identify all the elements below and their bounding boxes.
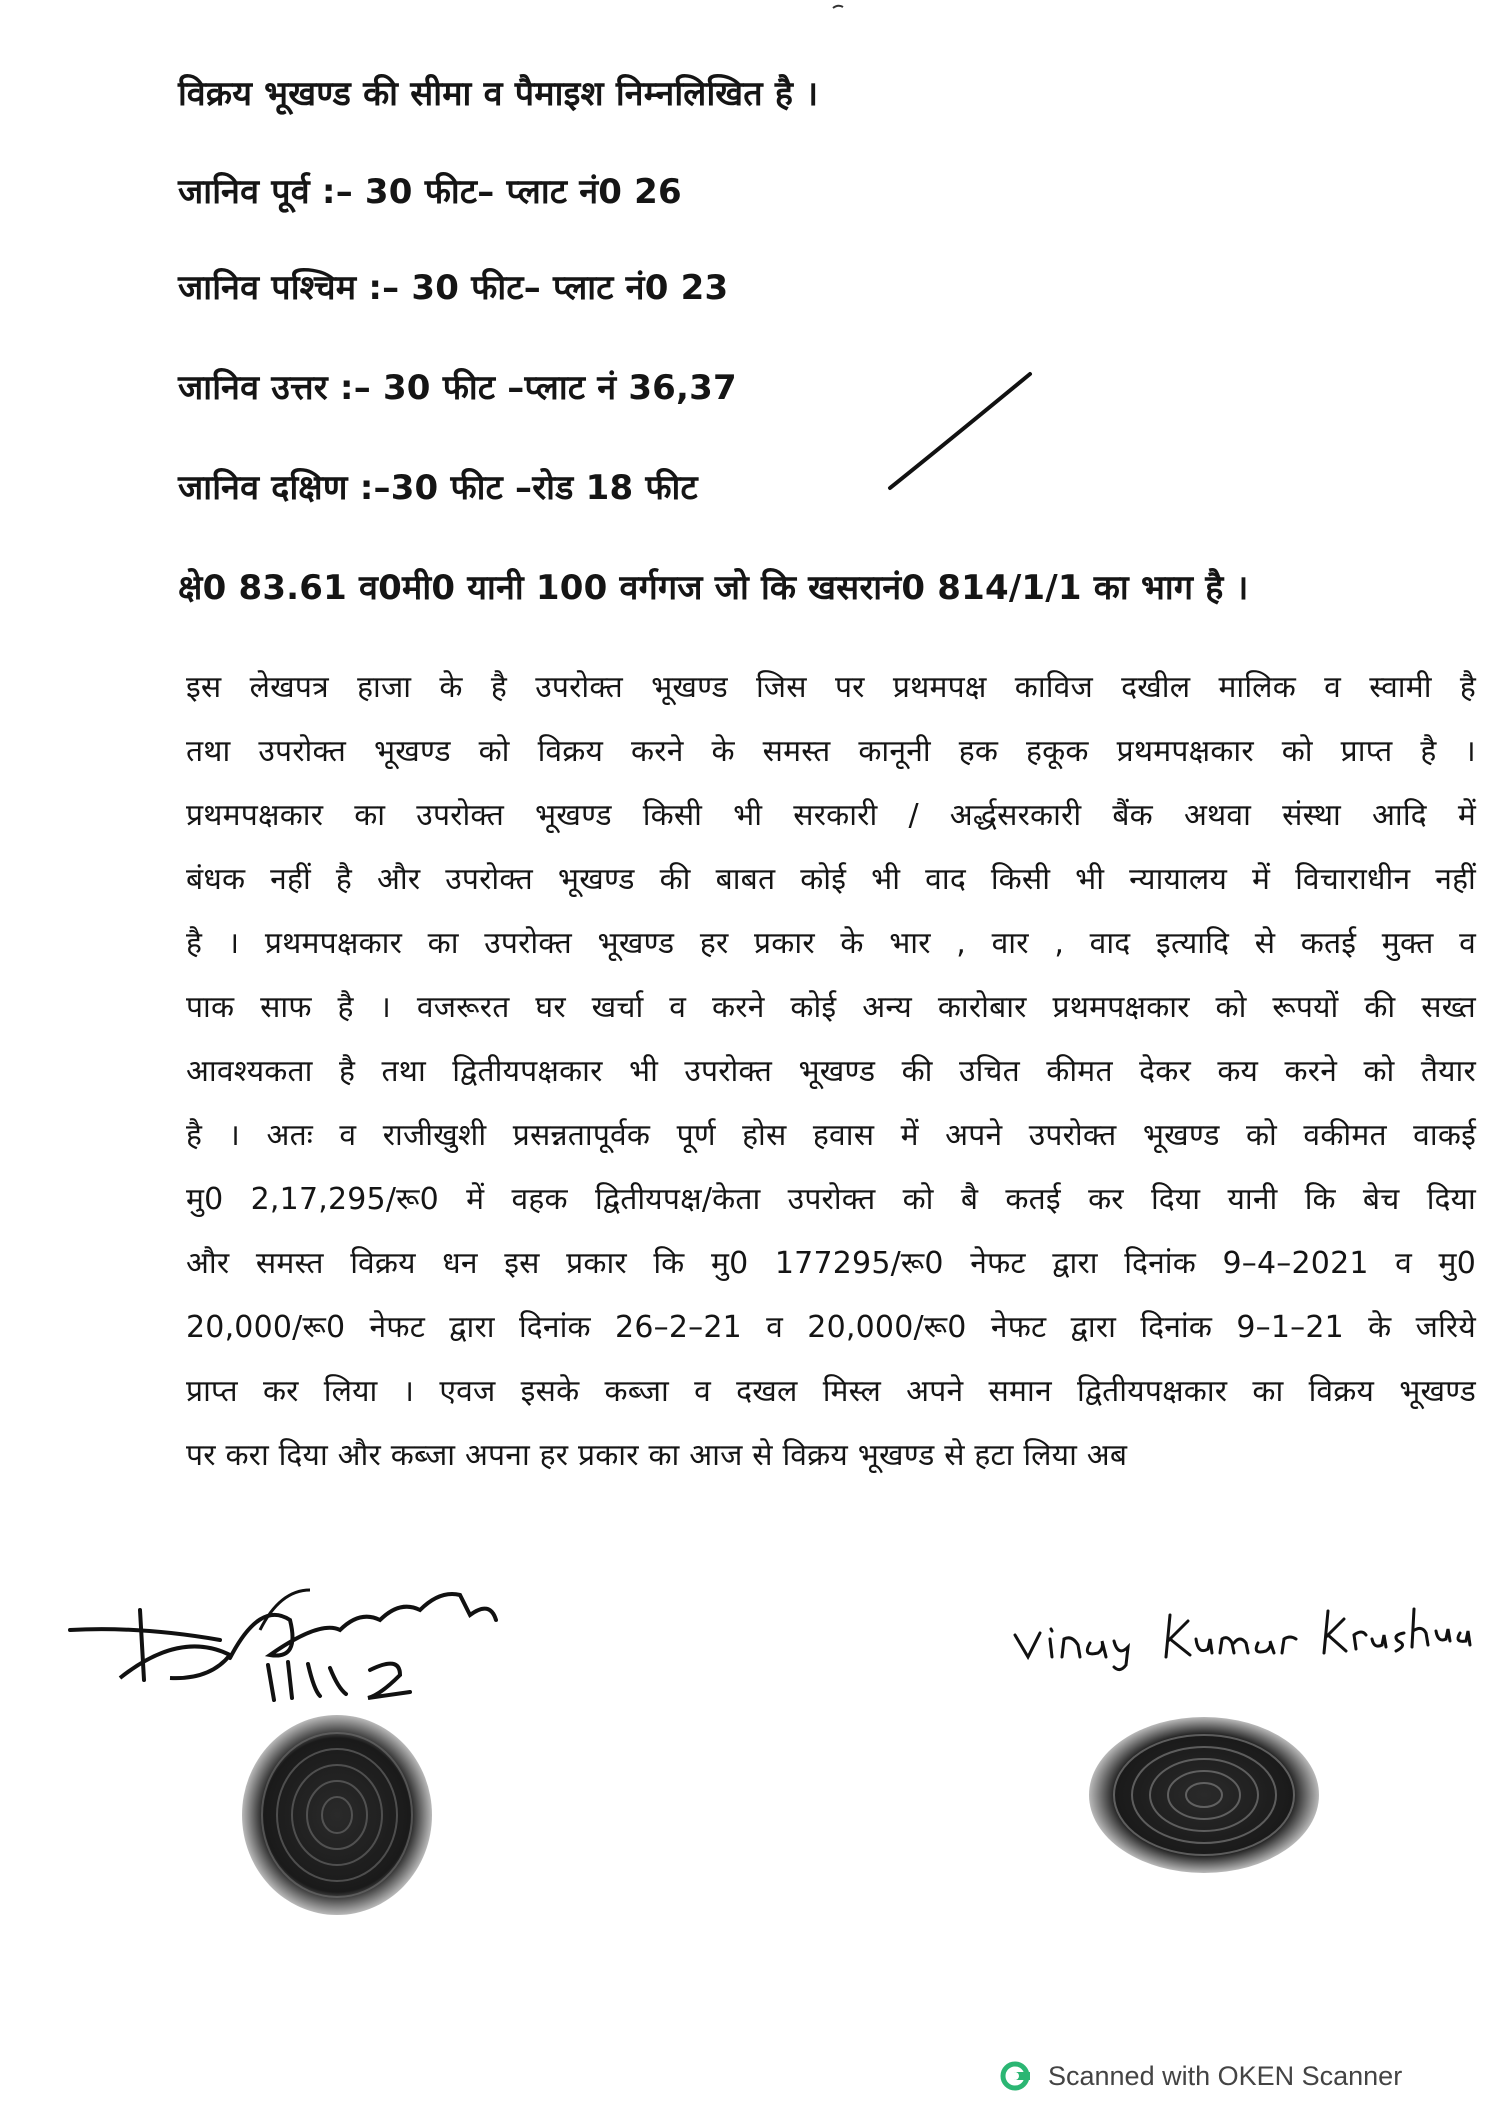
heading-title: विक्रय भूखण्ड की सीमा व पैमाइश निम्नलिखित है । xyxy=(178,74,819,114)
boundary-west: जानिव पश्चिम :– 30 फीट– प्लाट नं0 23 xyxy=(178,268,729,308)
body-line-4: बंधक नहीं है और उपरोक्त भूखण्ड की बाबत कोई भी वाद किसी भी न्यायालय में विचाराधीन नहीं xyxy=(186,862,1476,897)
area-statement: क्षे0 83.61 व0मी0 यानी 100 वर्गगज जो कि खसरानं0 814/1/1 का भाग है । xyxy=(178,568,1249,608)
body-line-12: प्राप्त कर लिया । एवज इसके कब्जा व दखल मिस्ल अपने समान द्वितीयपक्षकार का विक्रय भूखण्ड xyxy=(186,1374,1476,1409)
body-line-10: और समस्त विक्रय धन इस प्रकार कि मु0 177295/रू0 नेफट द्वारा दिनांक 9–4–2021 व मु0 xyxy=(186,1246,1476,1281)
boundary-south: जानिव दक्षिण :–30 फीट –रोड 18 फीट xyxy=(178,468,698,508)
body-line-3: प्रथमपक्षकार का उपरोक्त भूखण्ड किसी भी सरकारी / अर्द्धसरकारी बैंक अथवा संस्था आदि में xyxy=(186,798,1476,833)
body-line-1: इस लेखपत्र हाजा के है उपरोक्त भूखण्ड जिस पर प्रथमपक्ष काविज दखील मालिक व स्वामी है xyxy=(186,670,1476,705)
boundary-east: जानिव पूर्व :– 30 फीट– प्लाट नं0 26 xyxy=(178,172,682,212)
left-thumbprint-icon xyxy=(232,1705,442,1925)
body-line-11: 20,000/रू0 नेफट द्वारा दिनांक 26–2–21 व 20,000/रू0 नेफट द्वारा दिनांक 9–1–21 के जरिये xyxy=(186,1310,1476,1345)
oken-scanner-logo-icon xyxy=(1000,2061,1034,2091)
scanner-label: Scanned with OKEN Scanner xyxy=(1048,2060,1403,2091)
body-line-2: तथा उपरोक्त भूखण्ड को विक्रय करने के समस्त कानूनी हक हकूक प्रथमपक्षकार को प्राप्त है । xyxy=(186,734,1476,769)
body-line-8: है । अतः व राजीखुशी प्रसन्नतापूर्वक पूर्ण होस हवास में अपने उपरोक्त भूखण्ड को वकीमत वाकई xyxy=(186,1118,1476,1153)
right-signature xyxy=(1010,1595,1480,1675)
left-date-mark xyxy=(260,1650,440,1710)
pen-stroke-mark xyxy=(880,368,1040,498)
body-line-7: आवश्यकता है तथा द्वितीयपक्षकार भी उपरोक्त भूखण्ड की उचित कीमत देकर कय करने को तैयार xyxy=(186,1054,1476,1089)
stray-mark xyxy=(832,4,844,10)
scanner-watermark xyxy=(1000,2060,1402,2092)
body-line-9: मु0 2,17,295/रू0 में वहक द्वितीयपक्ष/केता उपरोक्त को बै कतई कर दिया यानी कि बेच दिया xyxy=(186,1182,1476,1217)
body-line-6: पाक साफ है । वजरूरत घर खर्चा व करने कोई अन्य कारोबार प्रथमपक्षकार को रूपयों की सख्त xyxy=(186,990,1476,1025)
right-thumbprint-icon xyxy=(1082,1710,1327,1880)
boundary-north: जानिव उत्तर :– 30 फीट –प्लाट नं 36,37 xyxy=(178,368,737,408)
body-line-13: पर करा दिया और कब्जा अपना हर प्रकार का आज से विक्रय भूखण्ड से हटा लिया अब xyxy=(186,1438,1128,1473)
body-line-5: है । प्रथमपक्षकार का उपरोक्त भूखण्ड हर प्रकार के भार , वार , वाद इत्यादि से कतई मुक्त व xyxy=(186,926,1476,961)
